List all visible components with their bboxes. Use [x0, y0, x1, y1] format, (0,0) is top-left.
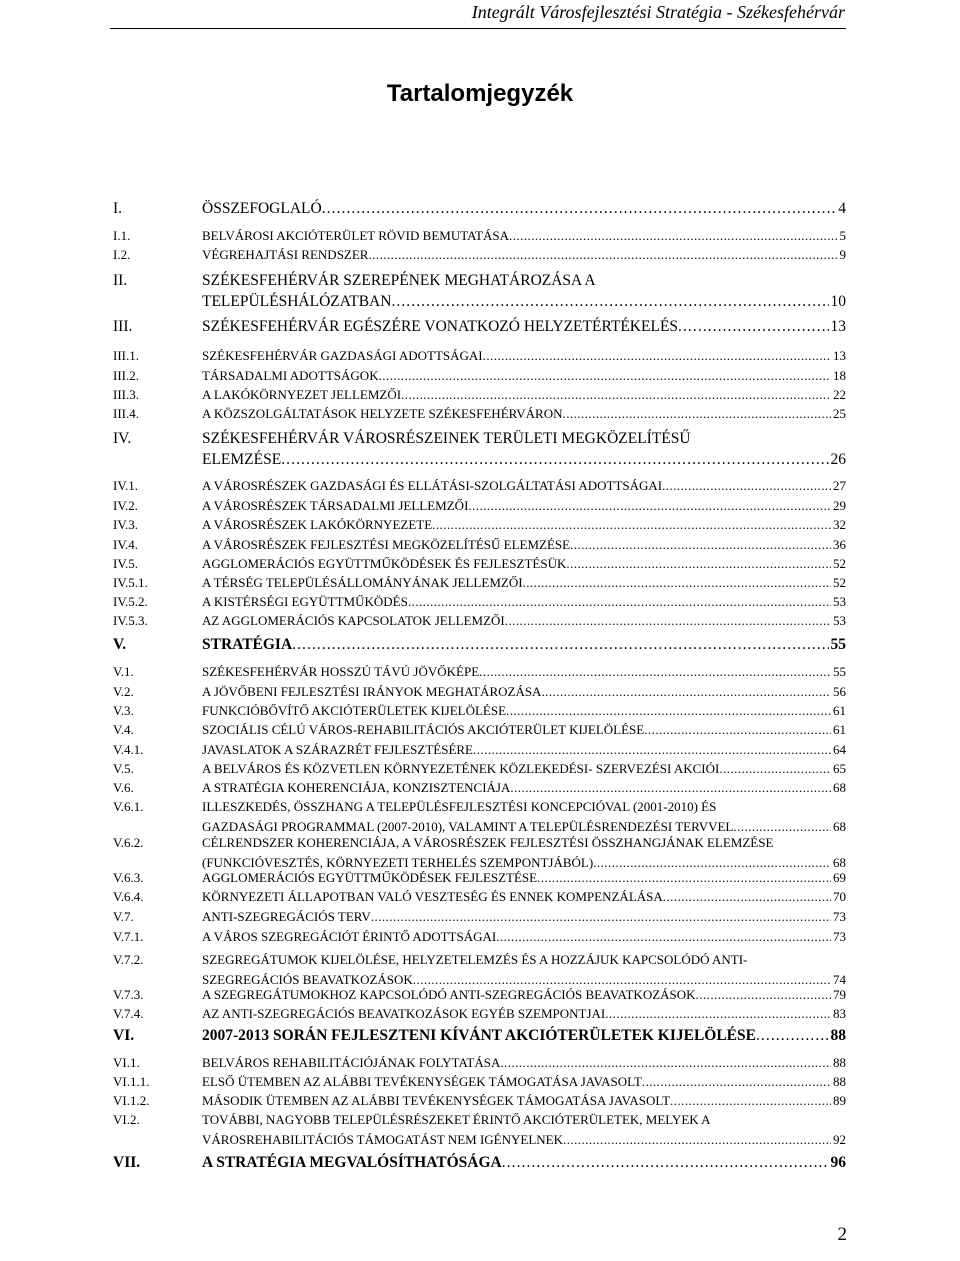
toc-entry-number: V. [113, 636, 127, 653]
toc-entry-number: VI.1. [113, 1055, 140, 1070]
toc-entry-page: 88 [833, 1055, 846, 1070]
toc-entry-number: V.6.4. [113, 889, 144, 904]
toc-entry[interactable] [113, 636, 846, 657]
toc-entry-page: 27 [833, 478, 846, 493]
toc-entry-page: 52 [833, 575, 846, 590]
toc-entry-number: III.1. [113, 348, 139, 363]
toc-entry-title: ELEMZÉSE [202, 451, 282, 468]
toc-entry-number: IV.5.3. [113, 613, 148, 628]
toc-entry-number: IV.3. [113, 517, 139, 532]
toc-entry-page: 73 [833, 909, 846, 924]
toc-entry-title: A VÁROSRÉSZEK TÁRSADALMI JELLEMZŐI [202, 498, 469, 513]
dot-leader [663, 889, 831, 905]
toc-entry[interactable] [113, 594, 846, 614]
dot-leader [408, 594, 831, 610]
toc-entry-page: 53 [833, 594, 846, 609]
toc-entry-number: V.4. [113, 722, 134, 737]
toc-entry-title: KÖRNYEZETI ÁLLAPOTBAN VALÓ VESZTESÉG ÉS ENNEK KOMPENZÁLÁSA [202, 889, 663, 904]
dot-leader [563, 406, 832, 422]
toc-entry-title: SZÉKESFEHÉRVÁR GAZDASÁGI ADOTTSÁGAI [202, 348, 483, 363]
dot-leader [678, 318, 828, 336]
dot-leader [368, 247, 837, 263]
toc-entry-number: V.4.1. [113, 742, 144, 757]
toc-entry-number: III.4. [113, 406, 139, 421]
dot-leader [570, 537, 831, 553]
toc-entry-title: SZÉKESFEHÉRVÁR VÁROSRÉSZEINEK TERÜLETI MEGKÖZELÍTÉSŰ [202, 430, 691, 447]
toc-entry-number: V.7.2. [113, 952, 144, 967]
dot-leader [379, 368, 831, 384]
toc-entry[interactable] [113, 387, 846, 407]
toc-entry[interactable] [113, 517, 846, 537]
toc-entry-title: SZÉKESFEHÉRVÁR HOSSZÚ TÁVÚ JÖVŐKÉPE [202, 664, 480, 679]
dot-leader [642, 1074, 831, 1090]
toc-entry-title: TELEPÜLÉSHÁLÓZATBAN [202, 293, 392, 310]
dot-leader [413, 972, 831, 988]
toc-entry[interactable] [113, 406, 846, 426]
dot-leader [371, 909, 831, 925]
toc-entry-title: AZ AGGLOMERÁCIÓS KAPCSOLATOK JELLEMZŐI [202, 613, 505, 628]
toc-entry-number: V.3. [113, 703, 134, 718]
toc-entry-number: VII. [113, 1154, 141, 1171]
dot-leader [563, 1132, 831, 1148]
dot-leader [733, 819, 831, 835]
toc-entry[interactable] [113, 987, 846, 1007]
dot-leader [496, 929, 831, 945]
toc-entry-page: 13 [833, 348, 846, 363]
toc-entry-number: IV.5.2. [113, 594, 148, 609]
dot-leader [468, 498, 831, 514]
toc-entry[interactable] [113, 1006, 846, 1026]
toc-entry[interactable] [113, 799, 846, 838]
dot-leader [500, 1055, 831, 1071]
dot-leader [662, 478, 831, 494]
toc-entry[interactable] [113, 318, 846, 339]
toc-entry[interactable] [113, 684, 846, 704]
toc-entry-title: A VÁROSRÉSZEK FEJLESZTÉSI MEGKÖZELÍTÉSŰ ELEMZÉSE [202, 537, 571, 552]
toc-entry-title: VÁROSREHABILITÁCIÓS TÁMOGATÁST NEM IGÉNYELNEK [202, 1131, 563, 1147]
toc-entry[interactable] [113, 722, 846, 742]
toc-entry-page: 96 [830, 1154, 846, 1171]
toc-entry-title: A TÉRSÉG TELEPÜLÉSÁLLOMÁNYÁNAK JELLEMZŐI [202, 575, 523, 590]
toc-entry-number: III.2. [113, 368, 139, 383]
toc-entry-page: 88 [830, 1027, 846, 1044]
toc-entry-page: 18 [833, 368, 846, 383]
toc-entry-page: 88 [833, 1074, 846, 1089]
toc-entry-title: ANTI-SZEGREGÁCIÓS TERV [202, 909, 371, 924]
toc-entry-page: 79 [833, 987, 846, 1002]
toc-entry-title: A BELVÁROS ÉS KÖZVETLEN KÖRNYEZETÉNEK KÖZLEKEDÉSI- SZERVEZÉSI AKCIÓI [202, 761, 720, 776]
toc-entry-page: 61 [833, 722, 846, 737]
toc-entry-page: 10 [830, 293, 846, 310]
toc-entry[interactable] [113, 664, 846, 684]
toc-entry-page: 25 [833, 406, 846, 421]
dot-leader [479, 664, 831, 680]
toc-entry-number: IV.4. [113, 537, 139, 552]
toc-entry-page: 52 [833, 556, 846, 571]
dot-leader [281, 451, 828, 469]
toc-entry-number: V.7.3. [113, 987, 144, 1002]
toc-entry[interactable] [113, 1093, 846, 1113]
toc-entry-number: V.6.3. [113, 870, 144, 885]
toc-entry[interactable] [113, 228, 846, 248]
toc-entry-title: GAZDASÁGI PROGRAMMAL (2007-2010), VALAMINT A TELEPÜLÉSRENDEZÉSI TERVVEL [202, 818, 734, 834]
dot-leader [605, 1006, 831, 1022]
toc-entry[interactable] [113, 247, 846, 267]
toc-entry-number: V.2. [113, 684, 134, 699]
toc-entry-number: I.2. [113, 247, 131, 262]
toc-entry-number: I. [113, 200, 123, 217]
toc-entry[interactable] [113, 703, 846, 723]
toc-entry-page: 65 [833, 761, 846, 776]
dot-leader [510, 780, 831, 796]
toc-entry-number: V.1. [113, 664, 134, 679]
toc-entry-page: 89 [833, 1093, 846, 1108]
toc-entry[interactable] [113, 929, 846, 949]
toc-entry-number: IV.1. [113, 478, 139, 493]
toc-entry-number: IV. [113, 430, 132, 447]
toc-entry[interactable] [113, 498, 846, 518]
dot-leader [502, 1154, 829, 1172]
toc-entry-number: VI.1.2. [113, 1093, 150, 1108]
dot-leader [593, 855, 831, 871]
toc-entry-page: 56 [833, 684, 846, 699]
toc-entry[interactable] [113, 272, 846, 314]
toc-entry-title: ÖSSZEFOGLALÓ [202, 200, 322, 217]
dot-leader [292, 636, 828, 654]
dot-leader [696, 987, 831, 1003]
toc-entry[interactable] [113, 952, 846, 991]
toc-entry[interactable] [113, 870, 846, 890]
toc-entry[interactable] [113, 1154, 846, 1175]
toc-entry-title: VÉGREHAJTÁSI RENDSZER [202, 247, 369, 262]
toc-entry-page: 73 [833, 929, 846, 944]
toc-entry[interactable] [113, 742, 846, 762]
toc-entry-title: SZEGREGÁCIÓS BEAVATKOZÁSOK [202, 971, 413, 987]
toc-entry-title: CÉLRENDSZER KOHERENCIÁJA, A VÁROSRÉSZEK FEJLESZTÉSI ÖSSZHANGJÁNAK ELEMZÉSE [202, 835, 774, 850]
toc-entry[interactable] [113, 1074, 846, 1094]
dot-leader [670, 1093, 831, 1109]
toc-entry-title: FUNKCIÓBŐVÍTŐ AKCIÓTERÜLETEK KIJELÖLÉSE [202, 703, 507, 718]
toc-entry-page: 68 [833, 854, 846, 870]
toc-entry-title: SZOCIÁLIS CÉLÚ VÁROS-REHABILITÁCIÓS AKCIÓTERÜLET KIJELÖLÉSE [202, 722, 645, 737]
toc-entry-page: 9 [839, 247, 846, 262]
toc-entry-page: 68 [833, 818, 846, 834]
toc-entry-title: AGGLOMERÁCIÓS EGYÜTTMŰKÖDÉSEK FEJLESZTÉSE [202, 870, 538, 885]
toc-entry[interactable] [113, 1112, 846, 1151]
toc-entry-number: V.6.2. [113, 835, 144, 850]
toc-entry-number: VI.2. [113, 1112, 140, 1127]
toc-entry-page: 55 [830, 636, 846, 653]
dot-leader [432, 517, 831, 533]
toc-entry-page: 70 [833, 889, 846, 904]
toc-entry-page: 13 [830, 318, 846, 335]
toc-entry-title: A KISTÉRSÉGI EGYÜTTMŰKÖDÉS [202, 594, 408, 609]
toc-entry-title: A STRATÉGIA MEGVALÓSÍTHATÓSÁGA [202, 1154, 502, 1171]
toc-entry-number: V.6.1. [113, 799, 144, 814]
toc-entry[interactable] [113, 780, 846, 800]
toc-entry-number: V.7.1. [113, 929, 144, 944]
toc-entry-title: AGGLOMERÁCIÓS EGYÜTTMŰKÖDÉSEK ÉS FEJLESZTÉSÜK [202, 556, 567, 571]
dot-leader [566, 556, 831, 572]
toc-entry-number: V.5. [113, 761, 134, 776]
toc-entry-title: ILLESZKEDÉS, ÖSSZHANG A TELEPÜLÉSFEJLESZTÉSI KONCEPCIÓVAL (2001-2010) ÉS [202, 799, 717, 814]
toc-entry-title: ELSŐ ÜTEMBEN AZ ALÁBBI TEVÉKENYSÉGEK TÁMOGATÁSA JAVASOLT [202, 1074, 642, 1089]
toc-entry-page: 22 [833, 387, 846, 402]
toc-entry-page: 29 [833, 498, 846, 513]
toc-entry[interactable] [113, 575, 846, 595]
dot-leader [322, 200, 837, 218]
toc-entry-page: 4 [838, 200, 846, 217]
toc-entry-page: 69 [833, 870, 846, 885]
toc-entry[interactable] [113, 1055, 846, 1075]
toc-entry-title: A VÁROS SZEGREGÁCIÓT ÉRINTŐ ADOTTSÁGAI [202, 929, 497, 944]
toc-entry-title: STRATÉGIA [202, 636, 293, 653]
toc-entry-page: 64 [833, 742, 846, 757]
dot-leader [483, 348, 831, 364]
toc-entry-number: VI. [113, 1027, 135, 1044]
toc-entry-page: 5 [839, 228, 846, 243]
toc-entry[interactable] [113, 835, 846, 874]
toc-entry-number: V.7.4. [113, 1006, 144, 1021]
running-header: Integrált Városfejlesztési Stratégia - Székesfehérvár [471, 2, 845, 22]
toc-entry-title: A JÖVŐBENI FEJLESZTÉSI IRÁNYOK MEGHATÁROZÁSA [202, 684, 542, 699]
toc-entry-number: I.1. [113, 228, 131, 243]
toc-entry[interactable] [113, 909, 846, 929]
toc-entry-title: BELVÁROS REHABILITÁCIÓJÁNAK FOLYTATÁSA [202, 1055, 501, 1070]
toc-entry-title: A VÁROSRÉSZEK GAZDASÁGI ÉS ELLÁTÁSI-SZOLGÁLTATÁSI ADOTTSÁGAI [202, 478, 663, 493]
dot-leader [509, 228, 838, 244]
toc-entry-number: V.7. [113, 909, 134, 924]
toc-entry-page: 83 [833, 1006, 846, 1021]
toc-entry[interactable] [113, 613, 846, 633]
toc-entry-title: SZÉKESFEHÉRVÁR EGÉSZÉRE VONATKOZÓ HELYZETÉRTÉKELÉS [202, 318, 679, 335]
toc-entry[interactable] [113, 556, 846, 576]
toc-entry-title: A SZEGREGÁTUMOKHOZ KAPCSOLÓDÓ ANTI-SZEGREGÁCIÓS BEAVATKOZÁSOK [202, 987, 696, 1002]
toc-entry[interactable] [113, 200, 846, 221]
toc-entry[interactable] [113, 761, 846, 781]
toc-entry-title: SZÉKESFEHÉRVÁR SZEREPÉNEK MEGHATÁROZÁSA A [202, 272, 596, 289]
dot-leader [537, 870, 831, 886]
toc-entry-number: II. [113, 272, 128, 289]
toc-entry-number: IV.5.1. [113, 575, 148, 590]
toc-entry-title: 2007-2013 SORÁN FEJLESZTENI KÍVÁNT AKCIÓTERÜLETEK KIJELÖLÉSE [202, 1027, 756, 1044]
toc-entry[interactable] [113, 368, 846, 388]
toc-entry-number: III. [113, 318, 133, 335]
toc-entry-page: 26 [830, 451, 846, 468]
dot-leader [756, 1027, 829, 1045]
toc-entry-number: VI.1.1. [113, 1074, 150, 1089]
toc-entry[interactable] [113, 889, 846, 909]
toc-entry-title: AZ ANTI-SZEGREGÁCIÓS BEAVATKOZÁSOK EGYÉB SZEMPONTJAI [202, 1006, 606, 1021]
toc-entry[interactable] [113, 1027, 846, 1048]
dot-leader [391, 293, 828, 311]
toc-entry-number: III.3. [113, 387, 139, 402]
toc-entry-number: IV.5. [113, 556, 139, 571]
toc-entry-page: 74 [833, 971, 846, 987]
toc-entry[interactable] [113, 537, 846, 557]
dot-leader [523, 575, 831, 591]
dot-leader [644, 722, 831, 738]
dot-leader [401, 387, 831, 403]
toc-entry-number: V.6. [113, 780, 134, 795]
toc-entry[interactable] [113, 430, 846, 472]
toc-entry-number: IV.2. [113, 498, 139, 513]
toc-entry-page: 92 [833, 1131, 846, 1147]
toc-entry-title: MÁSODIK ÜTEMBEN AZ ALÁBBI TEVÉKENYSÉGEK TÁMOGATÁSA JAVASOLT [202, 1093, 671, 1108]
toc-entry-page: 32 [833, 517, 846, 532]
toc-entry-title: TÁRSADALMI ADOTTSÁGOK [202, 368, 379, 383]
toc-entry-page: 68 [833, 780, 846, 795]
toc-entry-title: A KÖZSZOLGÁLTATÁSOK HELYZETE SZÉKESFEHÉRVÁRON [202, 406, 563, 421]
toc-entry-page: 55 [833, 664, 846, 679]
toc-entry-page: 53 [833, 613, 846, 628]
dot-leader [506, 703, 831, 719]
toc-entry[interactable] [113, 348, 846, 368]
dot-leader [719, 761, 831, 777]
dot-leader [473, 742, 831, 758]
toc-entry[interactable] [113, 478, 846, 498]
toc-entry-page: 36 [833, 537, 846, 552]
table-of-contents [113, 0, 846, 1261]
toc-entry-title: (FUNKCIÓVESZTÉS, KÖRNYEZETI TERHELÉS SZEMPONTJÁBÓL) [202, 854, 594, 870]
toc-entry-title: JAVASLATOK A SZÁRAZRÉT FEJLESZTÉSÉRE [202, 742, 474, 757]
toc-entry-page: 61 [833, 703, 846, 718]
page-title: Tartalomjegyzék [386, 80, 574, 107]
toc-entry-title: A VÁROSRÉSZEK LAKÓKÖRNYEZETE [202, 517, 433, 532]
page-number: 2 [837, 1224, 847, 1245]
toc-entry-title: A STRATÉGIA KOHERENCIÁJA, KONZISZTENCIÁJA [202, 780, 511, 795]
toc-entry-title: TOVÁBBI, NAGYOBB TELEPÜLÉSRÉSZEKET ÉRINTŐ AKCIÓTERÜLETEK, MELYEK A [202, 1112, 711, 1127]
toc-entry-title: SZEGREGÁTUMOK KIJELÖLÉSE, HELYZETELEMZÉS ÉS A HOZZÁJUK KAPCSOLÓDÓ ANTI- [202, 952, 748, 967]
dot-leader [505, 613, 831, 629]
toc-entry-title: BELVÁROSI AKCIÓTERÜLET RÖVID BEMUTATÁSA [202, 228, 509, 243]
toc-entry-title: A LAKÓKÖRNYEZET JELLEMZŐI [202, 387, 402, 402]
dot-leader [541, 684, 831, 700]
